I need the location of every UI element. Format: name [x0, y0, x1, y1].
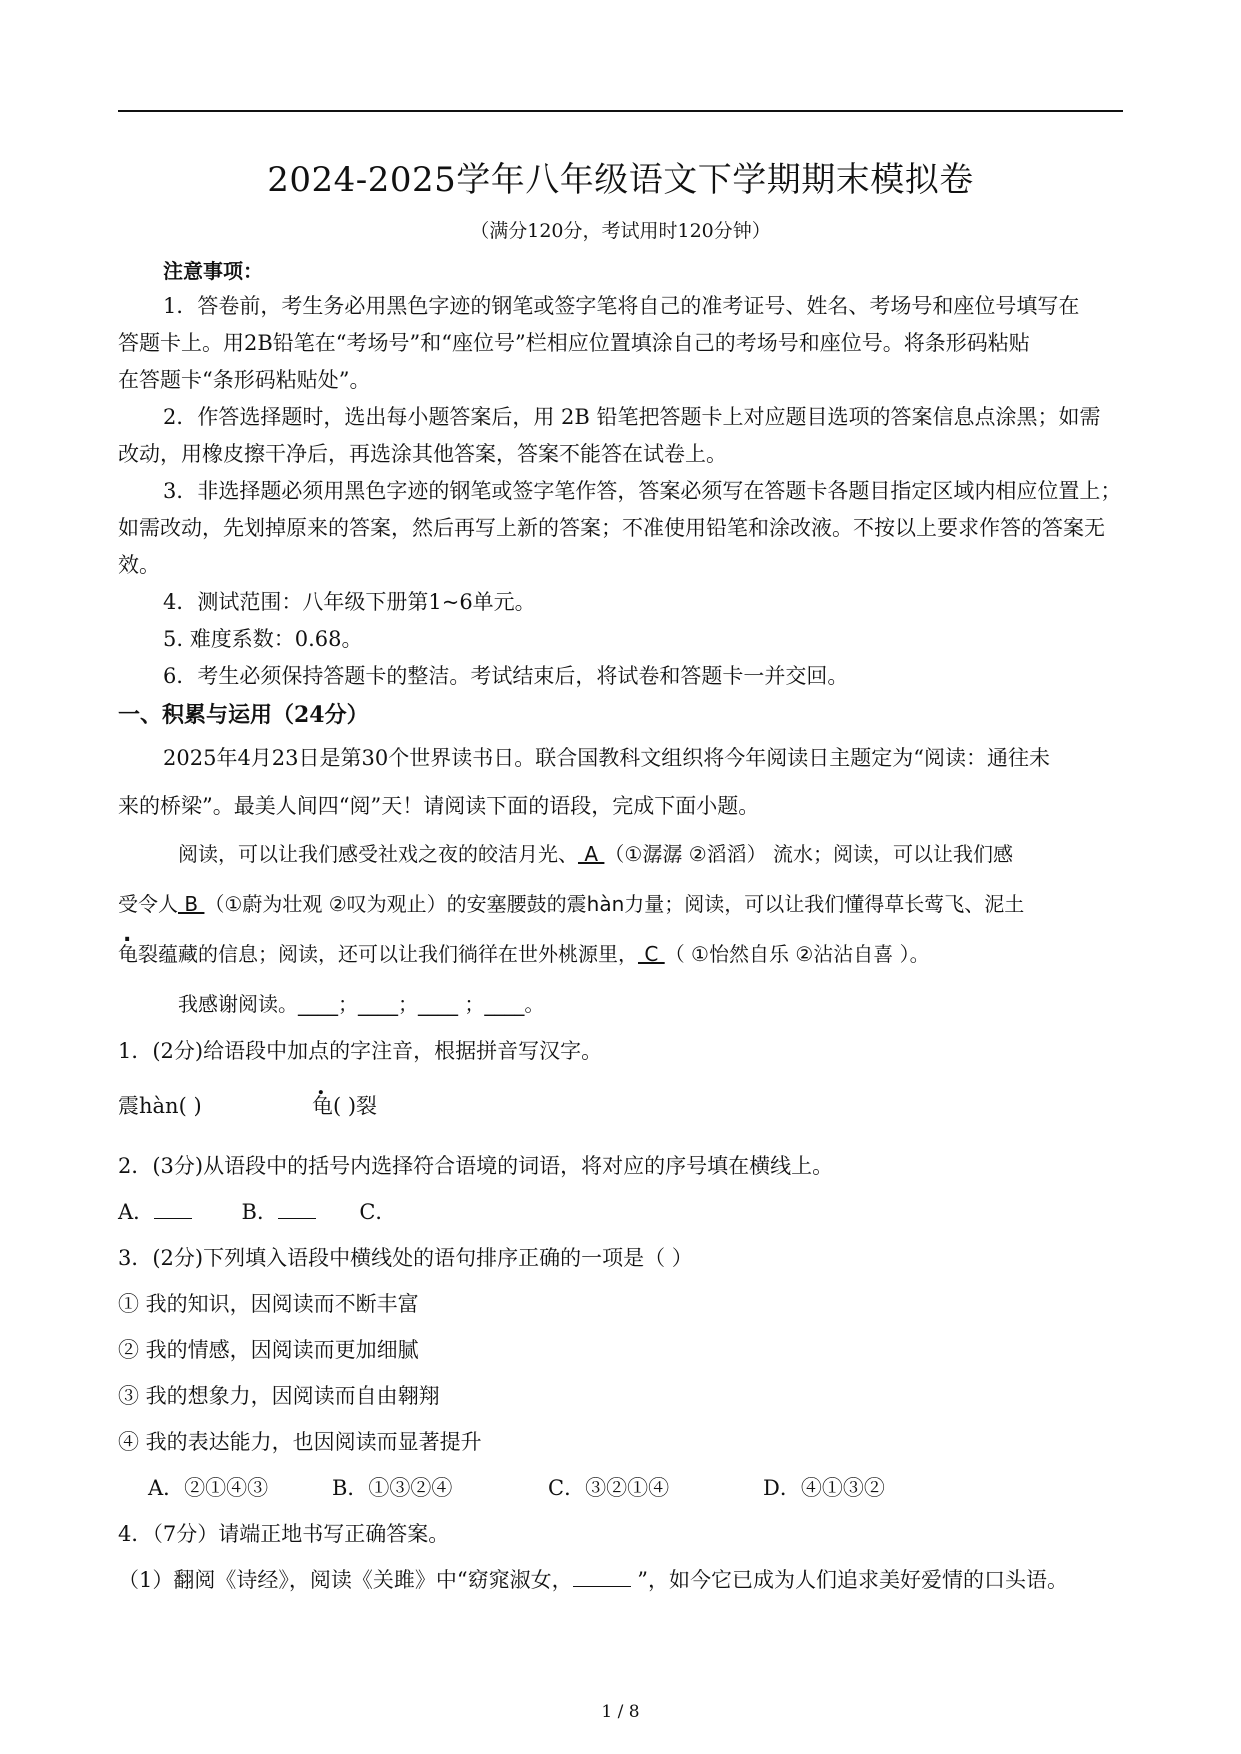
section-1-heading: 一、积累与运用（24分）: [118, 702, 369, 728]
q3-option-a: A．②①④③: [148, 1476, 269, 1500]
q3-option-c: C．③②①④: [548, 1476, 670, 1500]
notice-item-3-line-2: 如需改动，先划掉原来的答案，然后再写上新的答案；不准使用铅笔和涂改液。不按以上要求作答的答案无: [118, 516, 1105, 540]
q2-label-b: B．: [241, 1200, 278, 1224]
q2-blank-b[interactable]: [278, 1217, 316, 1219]
q3-sentence-3: ③ 我的想象力，因阅读而自由翱翔: [118, 1384, 440, 1408]
notice-item-2-line-1: 2．作答选择题时，选出每小题答案后，用 2B 铅笔把答题卡上对应题目选项的答案信息点涂黑；如需: [163, 405, 1101, 429]
notice-item-3-line-1: 3．非选择题必须用黑色字迹的钢笔或签字笔作答，答案必须写在答题卡各题目指定区域内相应位置上；: [163, 479, 1122, 503]
passage-text: （①潺潺 ②滔滔） 流水；阅读，可以让我们感: [604, 842, 1013, 866]
page-title: 2024-2025学年八年级语文下学期期末模拟卷: [267, 160, 974, 200]
passage-text: 阅读，可以让我们感受社戏之夜的皎洁月光、: [178, 842, 578, 866]
blank-b: B: [178, 892, 205, 916]
q1-part-b: [312, 1090, 377, 1120]
q2-label-a: A．: [118, 1200, 155, 1224]
section-1-intro-line-2: 来的桥梁”。最美人间四“阅”天！请阅读下面的语段，完成下面小题。: [118, 794, 760, 818]
q4-stem: 4．（7分）请端正地书写正确答案。: [118, 1522, 450, 1546]
q3-sentence-4: ④ 我的表达能力，也因阅读而显著提升: [118, 1430, 482, 1454]
notice-item-2-line-2: 改动，用橡皮擦干净后，再选涂其他答案，答案不能答在试卷上。: [118, 442, 727, 466]
notice-item-6: 6．考生必须保持答题卡的整洁。考试结束后，将试卷和答题卡一并交回。: [163, 664, 849, 688]
q3-option-b: B．①③②④: [332, 1476, 453, 1500]
q3-stem: 3．(2分)下列填入语段中横线处的语句排序正确的一项是（ ）: [118, 1246, 693, 1270]
q1-part-a: 震hàn( ): [118, 1094, 202, 1118]
q2-stem: 2．(3分)从语段中的括号内选择符合语境的词语，将对应的序号填在横线上。: [118, 1154, 834, 1178]
q3-sentence-1: ① 我的知识，因阅读而不断丰富: [118, 1292, 419, 1316]
passage-line-1: [178, 838, 1013, 867]
q4-sub-1-blank[interactable]: [573, 1585, 631, 1587]
passage-text: 裂蕴藏的信息；阅读，还可以让我们徜徉在世外桃源里，: [138, 942, 638, 966]
passage-text: 受令人: [118, 892, 178, 916]
q2-blanks: [118, 1196, 396, 1226]
q3-sentence-2: ② 我的情感，因阅读而更加细腻: [118, 1338, 419, 1362]
passage-text: （①蔚为壮观 ②叹为观止）的安塞腰鼓的震hàn力量；阅读，可以让我们懂得草长莺飞、泥土: [204, 892, 1025, 916]
notice-item-1-line-2: 答题卡上。用2B铅笔在“考场号”和“座位号”栏相应位置填涂自己的考场号和座位号。将条形码粘贴: [118, 331, 1030, 355]
q3-option-d: D．④①③②: [763, 1476, 885, 1500]
section-1-intro-line-1: 2025年4月23日是第30个世界读书日。联合国教科文组织将今年阅读日主题定为“阅读：通往未: [163, 746, 1050, 770]
dotted-char: 龟: [312, 1094, 333, 1118]
passage-text: （ ①怡然自乐 ②沾沾自喜 ）。: [664, 942, 930, 966]
notice-item-1-line-3: 在答题卡“条形码粘贴处”。: [118, 368, 371, 392]
notice-heading: 注意事项：: [163, 259, 263, 283]
notice-item-1-line-1: 1．答卷前，考生务必用黑色字迹的钢笔或签字笔将自己的准考证号、姓名、考场号和座位号填写在: [163, 294, 1080, 318]
notice-item-4: 4．测试范围：八年级下册第1~6单元。: [163, 590, 536, 614]
q1-stem: 1．(2分)给语段中加点的字注音，根据拼音写汉字。: [118, 1039, 603, 1063]
blank-a: A: [578, 842, 605, 866]
q4-sub-1-text: ”，如今它已成为人们追求美好爱情的口头语。: [630, 1568, 1069, 1592]
passage-line-3: [118, 938, 930, 967]
q4-sub-1-text: （1）翻阅《诗经》，阅读《关雎》中“窈窕淑女，: [118, 1568, 573, 1592]
q2-blank-a[interactable]: [154, 1217, 192, 1219]
passage-line-4: 我感谢阅读。____；____；____ ；____。: [178, 992, 545, 1016]
q2-label-c: C．: [359, 1200, 397, 1224]
blank-c: C: [638, 942, 665, 966]
notice-item-5: 5. 难度系数：0.68。: [163, 627, 363, 651]
header-rule: [118, 110, 1123, 112]
q4-sub-1: [118, 1564, 1068, 1594]
notice-item-3-line-3: 效。: [118, 553, 160, 577]
page-subtitle: （满分120分，考试用时120分钟）: [470, 220, 771, 242]
page-number: 1 / 8: [601, 1702, 640, 1722]
passage-line-2: [118, 888, 1024, 917]
dotted-char: 龟: [118, 942, 138, 966]
q1-part-b-text: ( )裂: [333, 1094, 378, 1118]
